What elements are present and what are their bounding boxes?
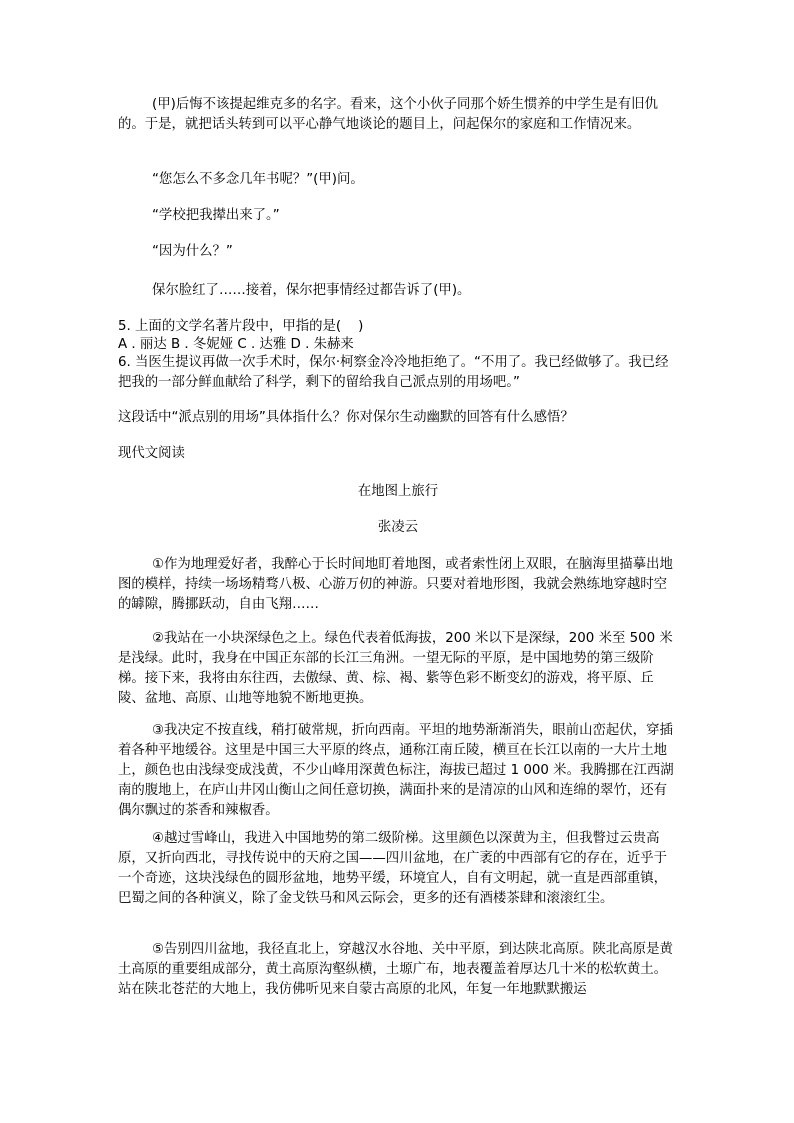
article-paragraph-4 [118,829,678,909]
article-paragraph-5 [118,940,678,1000]
article-paragraph-text: ⑤告别四川盆地，我径直北上，穿越汉水谷地、关中平原，到达陕北高原。陕北高原是黄土高原的重要组成部分，黄土高原沟壑纵横，土塬广布，地表覆盖着厚达几十米的松软黄土。站在陕北苍茫的大地上，我仿佛听见来自蒙古高原的北风，年复一年地默默搬运 [118,942,673,997]
article-title-text: 在地图上旅行 [357,484,439,499]
excerpt-text: (甲)后悔不该提起维克多的名字。看来，这个小伙子同那个娇生惯养的中学生是有旧仇的。于是，就把话头转到可以平心静气地谈论的题目上，问起保尔的家庭和工作情况来。 [118,97,658,132]
dialogue-line-2 [118,206,678,226]
excerpt-paragraph-2 [118,281,678,301]
question-5-stem: 5. 上面的文学名著片段中，甲指的是( ) [118,319,364,334]
section-label [118,444,678,464]
article-paragraph-2 [118,629,678,709]
article-paragraph-text: ①作为地理爱好者，我醉心于长时间地盯着地图，或者索性闭上双眼，在脑海里描摹出地图的模样，持续一场场精骛八极、心游万仞的神游。只要对着地形图，我就会熟练地穿越时空的罅隙，腾挪跃动，自由飞翔…… [118,557,673,612]
question-6 [118,353,678,393]
excerpt-paragraph-1 [118,95,678,135]
article-paragraph-1 [118,555,678,615]
question-6-ask [118,408,678,428]
question-5 [118,318,678,354]
dialogue-line-3 [118,242,678,262]
excerpt-text: 保尔脸红了……接着，保尔把事情经过都告诉了(甲)。 [152,283,471,298]
dialogue-text: “因为什么？” [152,244,233,259]
article-paragraph-3 [118,721,678,821]
article-author-text: 张凌云 [377,520,419,535]
article-author [118,518,678,538]
dialogue-line-1 [118,170,678,190]
dialogue-text: “您怎么不多念几年书呢？”(甲)问。 [152,172,364,187]
question-6-text: 6. 当医生提议再做一次手术时，保尔·柯察金冷冷地拒绝了。“不用了。我已经做够了。我已经把我的一部分鲜血献给了科学，剩下的留给我自己派点别的用场吧。” [118,355,669,390]
question-6-ask-text: 这段话中“派点别的用场”具体指什么？你对保尔生动幽默的回答有什么感悟？ [118,410,574,425]
article-paragraph-text: ④越过雪峰山，我进入中国地势的第二级阶梯。这里颜色以深黄为主，但我瞥过云贵高原，又折向西北，寻找传说中的天府之国——四川盆地，在广袤的中西部有它的存在，近乎于一个奇迹，这块浅绿色的圆形盆地，地势平缓，环境宜人，自有文明起，就一直是西部重镇，巴蜀之间的各种演义，除了金戈铁马和风云际会，更多的还有酒楼茶肆和滚滚红尘。 [118,831,668,906]
section-label-text: 现代文阅读 [118,446,185,461]
article-title [118,482,678,502]
dialogue-text: “学校把我撵出来了。” [152,208,280,223]
article-paragraph-text: ②我站在一小块深绿色之上。绿色代表着低海拔，200 米以下是深绿，200 米至 500 米是浅绿。此时，我身在中国正东部的长江三角洲。一望无际的平原，是中国地势的第三级阶梯。接下来，我将由东往西，去傲绿、黄、棕、褐、紫等色彩不断变幻的游戏，将平原、丘陵、盆地、高原、山地等地貌不断地更换。 [118,631,673,706]
article-paragraph-text: ③我决定不按直线，稍打破常规，折向西南。平坦的地势渐渐消失，眼前山峦起伏，穿插着各种平地缓谷。这里是中国三大平原的终点，通称江南丘陵，横亘在长江以南的一大片土地上，颜色也由浅绿变成浅黄，不少山峰用深黄色标注，海拔已超过 1 000 米。我腾挪在江西湖南的腹地上，在庐山井冈山衡山之间任意切换，满面扑来的是清凉的山风和连绵的翠竹，还有偶尔飘过的茶香和辣椒香。 [118,723,674,818]
question-5-options: A . 丽达 B . 冬妮娅 C . 达雅 D . 朱赫来 [118,337,354,352]
